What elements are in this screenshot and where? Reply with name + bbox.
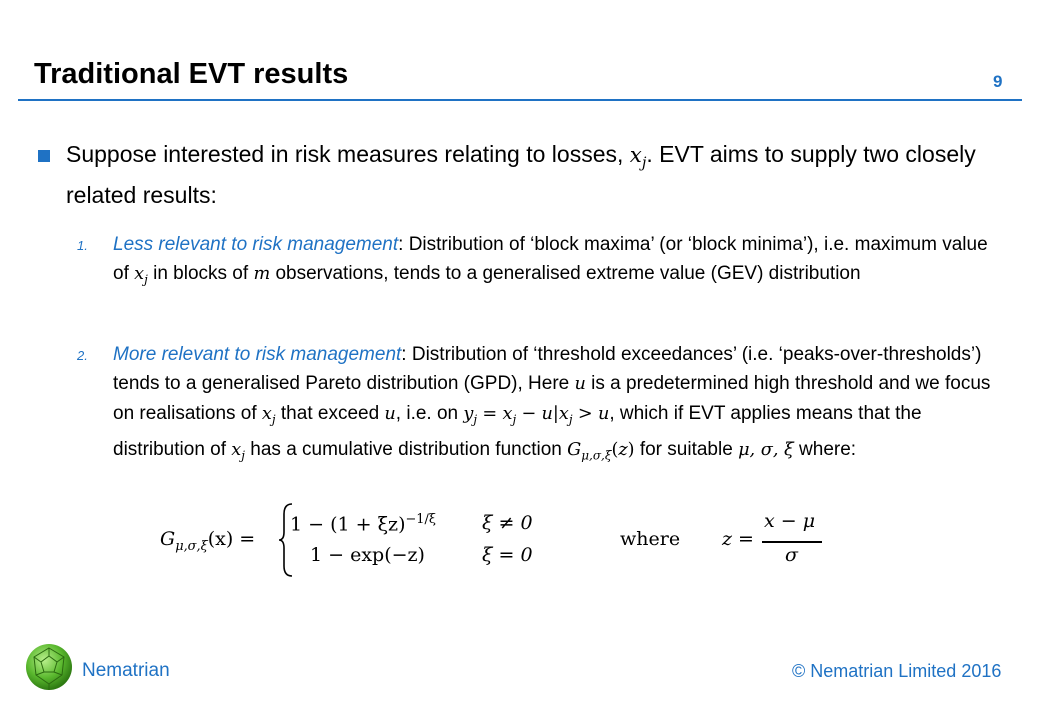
footer-brand: Nematrian [82, 660, 170, 681]
item-number-1: 1. [77, 238, 88, 253]
formula-lhs: $G_{\mu,\sigma,\xi}(x)$ = [160, 528, 256, 554]
formula-cond-1: ξ ≠ 0 [482, 512, 533, 534]
formula-cond-2: ξ = 0 [482, 544, 533, 566]
item-number-2: 2. [77, 348, 88, 363]
nematrian-logo-icon [24, 642, 74, 692]
formula-case-2: 1 − exp(−z) [310, 544, 425, 566]
main-bullet-text: Suppose interested in risk measures relating to losses, $x_j$. EVT aims to supply two closely related results: [66, 141, 976, 209]
fraction-bar [762, 541, 822, 543]
bullet-square-icon [38, 150, 50, 162]
list-item-2: More relevant to risk management: Distribution of ‘threshold exceedances’ (i.e. ‘peaks-over-thresholds’) tends to a generalised Pareto distribution (GPD), Here u is a predetermined high threshold and we focus on realisations of $x_j$ that exceed u, i.e. on $y_j = x_j - u|x_j > u$, which if EVT applies means that the distribution of $x_j$ has a cumulative distribution function $G_{\mu,\sigma,\xi}(z)$ for suitable μ, σ, ξ where: [113, 344, 991, 463]
item-1-lead: Less relevant to risk management [113, 234, 399, 255]
list-item-1: Less relevant to risk management: Distribution of ‘block maxima’ (or ‘block minima’), i.e. maximum value of $x_j$ in blocks of m observations, tends to a generalised extreme value (GEV) distribution [113, 234, 988, 287]
formula-z-lhs: z = [722, 528, 754, 550]
footer-copyright: © Nematrian Limited 2016 [792, 661, 1002, 681]
title-divider [18, 99, 1022, 101]
formula-case-1: $1 - (1 + \xi z)^{-1/\xi}$ [290, 512, 436, 536]
formula-z-numerator: x − μ [764, 510, 816, 532]
slide-title: Traditional EVT results [34, 58, 349, 90]
formula-z-denominator: σ [785, 544, 798, 566]
item-2-lead: More relevant to risk management [113, 344, 402, 365]
slide-number: 9 [993, 72, 1003, 91]
formula-where: where [620, 528, 681, 550]
